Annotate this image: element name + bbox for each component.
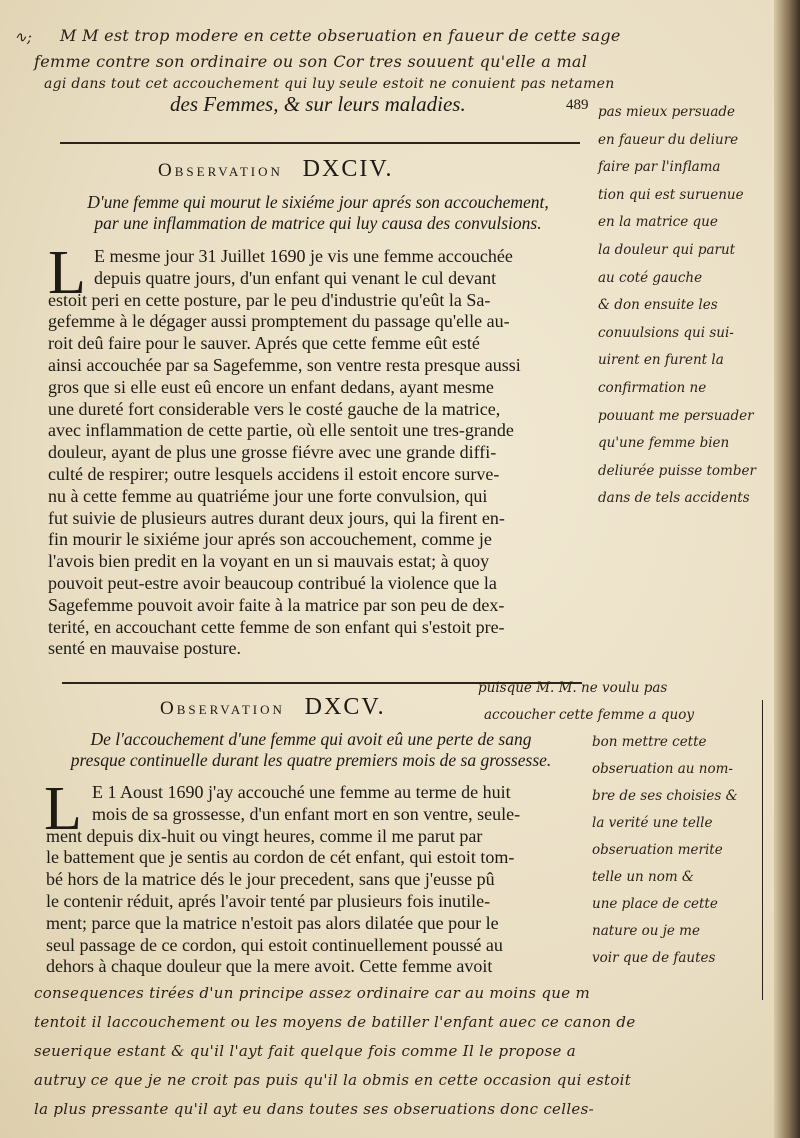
observation-title-word: Observation: [158, 160, 283, 181]
manuscript-bottom-line: seuerique estant & qu'il l'ayt fait quelque fois comme Il le propose a: [34, 1042, 576, 1060]
margin-note-line: obseruation au nom-: [592, 761, 733, 777]
drop-cap: L: [48, 239, 86, 307]
margin-note-line: pas mieux persuade: [598, 104, 736, 120]
body-line: mois de sa grossesse, d'un enfant mort en son ventre, seule-: [92, 803, 521, 824]
body-line: depuis quatre jours, d'un enfant qui venant le cul devant: [94, 267, 497, 288]
body-line: seul passage de ce cordon, qui estoit continuellement poussé au: [46, 934, 503, 955]
observation-title: [158, 156, 394, 183]
margin-note-line: deliurée puisse tomber: [598, 462, 756, 479]
manuscript-top-line-2: femme contre son ordinaire ou son Cor tres souuent qu'elle a mal: [34, 52, 588, 71]
body-line: nu à cette femme au quatriéme jour une forte convulsion, qui: [48, 485, 488, 506]
observation-body: [48, 246, 584, 660]
manuscript-top-line-1: M M est trop modere en cette obseruation en faueur de cette sage: [60, 26, 621, 45]
observation-subtitle: [48, 192, 588, 234]
body-line: avec inflammation de cette partie, où elle sentoit une tres-grande: [48, 420, 514, 441]
subtitle-line: De l'accouchement d'une femme qui avoit eû une perte de sang: [90, 729, 532, 749]
margin-note-line: au coté gauche: [598, 269, 703, 286]
body-line: terité, en accouchant cette femme de son enfant qui s'estoit pre-: [48, 616, 505, 637]
book-gutter: [774, 0, 800, 1138]
body-line: fut suivie de plusieurs autres durant deux jours, qui la firent en-: [48, 507, 505, 528]
margin-note-line: la verité une telle: [592, 815, 713, 831]
margin-note-line: & don ensuite les: [598, 297, 718, 314]
margin-note-line: conuulsions qui sui-: [598, 324, 734, 341]
body-line: senté en mauvaise posture.: [48, 638, 241, 659]
body-line: dehors à chaque douleur que la mere avoit. Cette femme avoit: [46, 956, 493, 977]
margin-note-line: obseruation merite: [592, 842, 723, 858]
subtitle-line: presque continuelle durant les quatre premiers mois de sa grossesse.: [70, 750, 552, 770]
body-line: le battement que je sentis au cordon de cét enfant, qui estoit tom-: [46, 847, 515, 868]
margin-note-line: telle un nom &: [592, 869, 694, 885]
page-number: 489: [566, 97, 589, 113]
margin-note-line: en faueur du deliure: [598, 131, 739, 148]
margin-note-line: bre de ses choisies &: [592, 788, 738, 804]
margin-note-line: nature ou je me: [592, 923, 700, 939]
margin-note-line: une place de cette: [592, 896, 718, 912]
margin-note-line: uirent en furent la: [598, 352, 724, 369]
margin-note-line: dans de tels accidents: [598, 490, 750, 507]
body-line: gefemme à le dégager aussi promptement du passage qu'elle au-: [48, 311, 510, 332]
observation-number: DXCIV.: [302, 156, 394, 182]
manuscript-bottom-line: autruy ce que je ne croit pas puis qu'il la obmis en cette occasion qui estoit: [34, 1071, 632, 1089]
subtitle-line: D'une femme qui mourut le sixiéme jour aprés son accouchement,: [87, 192, 549, 212]
body-line: ment depuis dix-huit ou vingt heures, comme il me parut par: [46, 825, 483, 846]
margin-left-mark: ∿;: [14, 28, 33, 46]
margin-bracket: [762, 700, 763, 1000]
observation-number: DXCV.: [304, 694, 386, 720]
body-line: pouvoit peut-estre avoir beaucoup contribué la violence que la: [48, 572, 497, 593]
subtitle-line: par une inflammation de matrice qui luy causa des convulsions.: [94, 213, 542, 233]
running-header: des Femmes, & sur leurs maladies.: [170, 92, 466, 116]
observation-title-word: Observation: [160, 698, 285, 719]
body-line: ment; parce que la matrice n'estoit pas alors dilatée que pour le: [46, 912, 499, 933]
body-line: E 1 Aoust 1690 j'ay accouché une femme au terme de huit: [92, 782, 511, 802]
body-line: le contenir réduit, aprés l'avoir tenté par plusieurs fois inutile-: [46, 890, 491, 911]
observation-title: [160, 694, 386, 721]
drop-cap: L: [44, 775, 82, 843]
observation-subtitle: [36, 729, 586, 771]
body-line: culté de respirer; outre lesquels accidens il estoit encore surve-: [48, 463, 500, 484]
body-line: estoit peri en cette posture, par le peu d'industrie qu'eût la Sa-: [48, 289, 491, 310]
body-line: gros que si elle eust eû encore un enfant dedans, ayant mesme: [48, 376, 494, 397]
body-line: bé hors de la matrice dés le jour precedent, sans que j'eusse pû: [46, 869, 495, 890]
manuscript-top-line-3: agi dans tout cet accouchement qui luy seule estoit ne conuient pas netamen: [44, 76, 615, 92]
margin-note-line: voir que de fautes: [592, 950, 716, 966]
body-line: fin mourir le sixiéme jour aprés son accouchement, comme je: [48, 529, 492, 550]
margin-note-line: pouuant me persuader: [598, 407, 754, 424]
header-rule: [60, 142, 580, 144]
manuscript-bottom-line: consequences tirées d'un principe assez ordinaire car au moins que m: [34, 984, 590, 1002]
body-line: l'avois bien predit en la voyant en un si mauvais estat; à quoy: [48, 551, 490, 572]
manuscript-bottom-line: tentoit il laccouchement ou les moyens de batiller l'enfant auec ce canon de: [34, 1013, 636, 1031]
margin-note-line: bon mettre cette: [592, 734, 707, 750]
margin-note-line: accoucher cette femme a quoy: [484, 707, 694, 723]
body-line: douleur, ayant de plus une grosse fiévre avec une grande diffi-: [48, 442, 497, 463]
observation-body: [46, 782, 580, 978]
margin-note-line: confirmation ne: [598, 380, 707, 396]
margin-note-line: qu'une femme bien: [598, 435, 730, 452]
body-line: ainsi accouchée par sa Sagefemme, son ventre resta presque aussi: [48, 354, 521, 375]
margin-note-line: en la matrice que: [598, 214, 718, 231]
body-line: E mesme jour 31 Juillet 1690 je vis une femme accouchée: [94, 246, 513, 266]
body-line: roit deû faire pour le sauver. Aprés que cette femme eût esté: [48, 333, 480, 354]
body-line: Sagefemme pouvoit avoir faite à la matrice par son peu de dex-: [48, 594, 505, 615]
margin-note-line: faire par l'inflama: [598, 159, 721, 176]
margin-note-line: tion qui est suruenue: [598, 186, 744, 203]
margin-note-line: la douleur qui parut: [598, 242, 736, 258]
manuscript-bottom-line: la plus pressante qu'il ayt eu dans toutes ses obseruations donc celles-: [34, 1100, 594, 1118]
margin-note-line: puisque M. M. ne voulu pas: [478, 680, 668, 696]
body-line: une dureté fort considerable vers le costé gauche de la matrice,: [48, 398, 501, 419]
